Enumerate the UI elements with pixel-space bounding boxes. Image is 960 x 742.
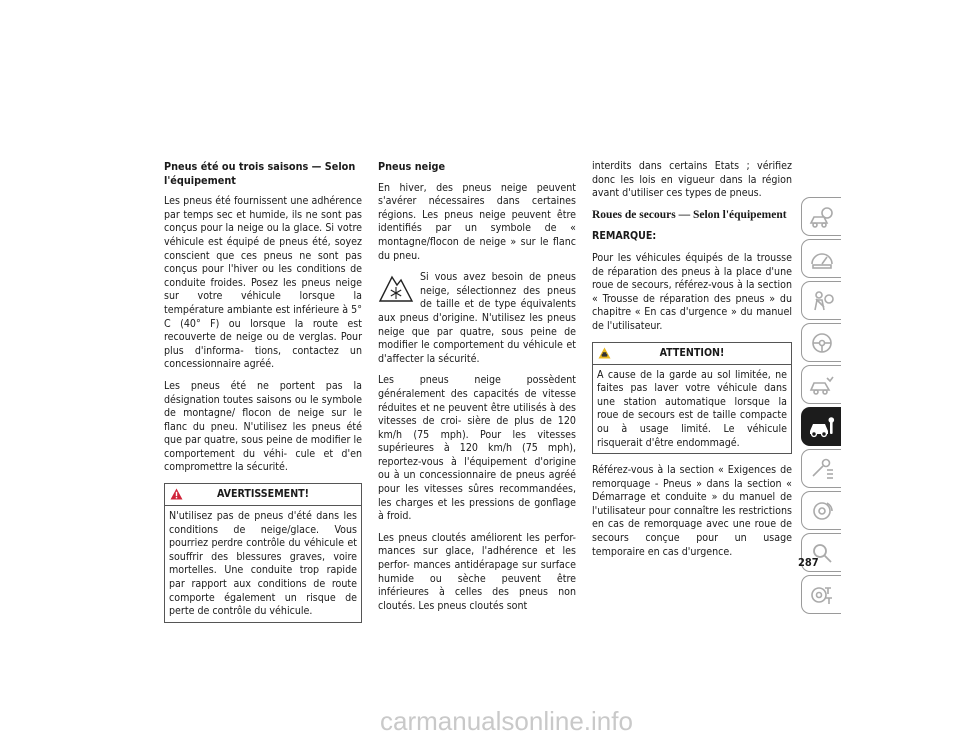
paragraph: interdits dans certains Etats ; vérifiez donc les lois en vigueur dans la région avant d'utiliser ces types de pneus.: [592, 160, 792, 200]
chapter-tabs: [801, 197, 841, 617]
note-label: REMARQUE:: [592, 230, 657, 243]
wrench-spec-icon: [809, 458, 835, 480]
section-heading-spare-wheels: Roues de secours — Selon l'équipement: [592, 208, 787, 221]
tab-servicing-maintenance[interactable]: [801, 407, 841, 446]
tab-language[interactable]: [801, 575, 841, 614]
seatbelt-airbag-icon: [809, 290, 835, 312]
section-heading-summer-tires: Pneus été ou trois saisons — Selon l'équipement: [164, 160, 356, 187]
tab-emergency[interactable]: [801, 365, 841, 404]
warning-text: N'utilisez pas de pneus d'été dans les conditions de neige/glace. Vous pourriez perdre contrôle du véhicule et souffrir des blessures graves, voire mortelles. Une conduite trop rapide par rapport aux conditions de route comporte également un risque de perte de contrôle du véhicule.: [169, 510, 357, 618]
section-heading-snow-tires: Pneus neige: [378, 160, 446, 173]
caution-title: ATTENTION!: [659, 346, 725, 359]
car-service-icon: [808, 416, 836, 438]
note-text: Pour les véhicules équipés de la trousse de réparation des pneus à la place d'une roue de secours, référez-vous à la section « Trousse de réparation des pneus » du chapitre « En cas d'urgence » du manuel de l'utilisateur.: [592, 251, 792, 332]
paragraph: Les pneus cloutés améliorent les perfor- mances sur glace, l'adhérence et les perfor- mances antidérapage sur surface humide ou sèche peuvent être inférieures à celles des pneus non cloutés. Les pneus cloutés sont: [378, 531, 576, 612]
paragraph-with-icon: Si vous avez besoin de pneus neige, sélectionnez des pneus de taille et de type équivalents aux pneus d'origine. N'utilisez les pneus neige que par quatre, sous peine de modifier le comportement du véhicule et d'affecter la sécurité.: [378, 271, 576, 365]
caution-text: A cause de la garde au sol limitée, ne faites pas laver votre véhicule dans une station automatique lorsque la roue de secours est de taille compacte ou à usage limité. Le véhicule risquerait d'être endommagé.: [597, 368, 787, 449]
caution-box: [592, 342, 792, 455]
steering-wheel-icon: [809, 332, 835, 354]
tab-starting-driving[interactable]: [801, 323, 841, 362]
language-icon: [809, 584, 835, 606]
car-crash-icon: [809, 374, 835, 396]
warning-triangle-icon: [170, 487, 183, 508]
tab-instrument-panel[interactable]: [801, 239, 841, 278]
paragraph: Les pneus été fournissent une adhérence par temps sec et humide, ils ne sont pas conçus pour la neige ou la glace. Si votre véhicule est équipé de pneus été, soyez conscient que ces pneus ne sont pas conçus pour l'hiver ou les conditions de conduite froides. Posez les pneus neige sur votre véhicule lorsque la température ambiante est inférieure à 5° C (40° F) ou lorsque la route est recouverte de neige ou de verglas. Pour plus d'informa- tions, contactez un concessionnaire agréé.: [164, 195, 362, 371]
warning-title: AVERTISSEMENT!: [216, 488, 310, 501]
mountain-snowflake-icon: [378, 271, 414, 303]
tab-multimedia[interactable]: [801, 491, 841, 530]
car-gauge-icon: [809, 206, 835, 228]
paragraph: Les pneus été ne portent pas la désignation toutes saisons ou le symbole de montagne/ flocon de neige sur le flanc du pneu. N'utilisez les pneus été que par quatre, sous peine de modifier le comportement du véhi- cule et d'en compromettre la sécurité.: [164, 379, 362, 474]
page-number: 287: [798, 556, 819, 569]
tab-safety[interactable]: [801, 281, 841, 320]
tab-getting-to-know[interactable]: [801, 197, 841, 236]
tab-technical-specs[interactable]: [801, 449, 841, 488]
column-1: [164, 160, 362, 633]
multimedia-icon: [809, 500, 835, 522]
paragraph: En hiver, des pneus neige peuvent s'avérer nécessaires dans certaines régions. Les pneus neige peuvent être identifiés par un symbole de « montagne/flocon de neige » sur le flanc du pneu.: [378, 181, 576, 262]
paragraph: Référez-vous à la section « Exigences de remorquage - Pneus » dans la section « Démarrage et conduite » du manuel de l'utilisateur pour connaître les restrictions en cas de remorquage avec une roue de secours conçue pour un usage temporaire en cas d'urgence.: [592, 464, 792, 558]
column-2: [378, 160, 576, 621]
caution-triangle-icon: [598, 346, 611, 367]
column-3: [592, 160, 792, 567]
paragraph: Les pneus neige possèdent généralement des capacités de vitesse réduites et ne peuvent être utilisés à des vitesses de croi- sière de plus de 120 km/h (75 mph). Pour les vitesses supérieures à 120 km/h (75 mph), reportez-vous à l'équipement d'origine ou à un concessionnaire de pneus agréé pour les vitesses sûres recommandées, les charges et les pressions de gonflage à froid.: [378, 374, 576, 523]
watermark: carmanualsonline.info: [380, 706, 633, 736]
warning-box: [164, 483, 362, 623]
dashboard-warning-icon: [809, 248, 835, 270]
